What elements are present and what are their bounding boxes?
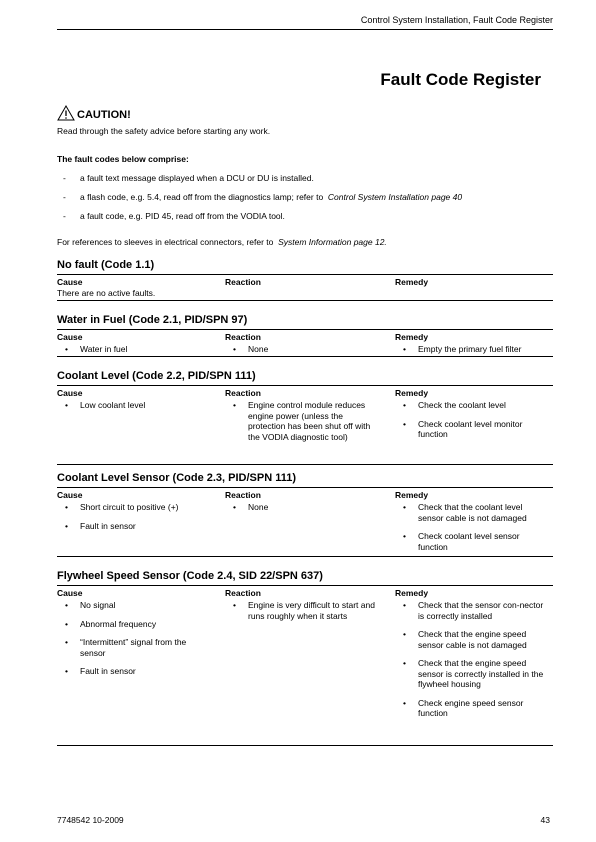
section-body [57,502,553,557]
header-rule [57,29,553,30]
sleeves-reference: For references to sleeves in electrical connectors, refer to System Information page 12. [57,237,387,247]
cause-item: • Short circuit to positive (+) [65,502,179,512]
cause-item: • Water in fuel [65,344,128,354]
fault-section-coolant-level-sensor [57,472,553,557]
fault-section-coolant-level [57,370,553,465]
cause-item: • Abnormal frequency [65,618,157,629]
intro-list [63,173,462,230]
section-title: Coolant Level (Code 2.2, PID/SPN 111) [57,370,553,386]
cause-item: • Fault in sensor [65,666,136,676]
reaction-item: • None [233,344,269,354]
remedy-item: • Check that the sensor con-nector is correctly installed [403,600,544,621]
document-id: 7748542 10-2009 [57,815,124,825]
page-number: 43 [540,815,550,825]
cross-reference-link[interactable]: System Information page 12. [278,237,387,247]
remedy-item: • Check that the engine speed sensor cable is not damaged [403,629,527,650]
remedy-item: • Check that the engine speed sensor is correctly installed in the flywheel housing [403,658,544,689]
list-item: - a fault text message displayed when a DCU or DU is installed. [63,173,314,183]
fault-section-no-fault [57,259,553,301]
section-title: Flywheel Speed Sensor (Code 2.4, SID 22/SPN 637) [57,570,553,586]
page-title: Fault Code Register [380,70,541,89]
remedy-item: • Check coolant level monitor function [403,418,523,439]
list-item: - a flash code, e.g. 5.4, read off from the diagnostics lamp; refer to Control System Installation page 40 [63,192,462,211]
caution-label: CAUTION! [77,109,131,121]
cause-item: • Fault in sensor [65,520,136,531]
fault-section-flywheel-speed-sensor [57,570,553,746]
intro-lead: The fault codes below comprise: [57,154,189,164]
remedy-item: • Check that the coolant level sensor cable is not damaged [403,502,527,523]
caution-heading [57,105,131,121]
column-headers: Cause Reaction Remedy [57,388,429,398]
column-headers: Cause Reaction Remedy [57,277,429,287]
caution-text: Read through the safety advice before starting any work. [57,126,271,136]
reaction-item: • None [233,502,269,512]
cause-item: • No signal [65,600,116,610]
section-body [57,400,553,465]
cause-item: • “Intermittent” signal from the sensor [65,637,187,658]
reaction-item: • Engine control module reduces engine power (unless the protection has been shut off with the VODIA diagnostic tool) [233,400,371,442]
cause-item: • Low coolant level [65,400,146,410]
running-title: Control System Installation, Fault Code Register [360,15,553,25]
section-title: Water in Fuel (Code 2.1, PID/SPN 97) [57,314,553,330]
section-body [57,600,553,746]
section-title: No fault (Code 1.1) [57,259,553,275]
column-headers: Cause Reaction Remedy [57,588,429,598]
column-headers: Cause Reaction Remedy [57,490,429,500]
section-title: Coolant Level Sensor (Code 2.3, PID/SPN 111) [57,472,553,488]
cross-reference-link[interactable]: Control System Installation page 40 [327,192,463,202]
section-body [57,344,553,357]
remedy-item: • Check engine speed sensor function [403,697,524,718]
list-item: - a fault code, e.g. PID 45, read off from the VODIA tool. [63,211,285,221]
column-headers: Cause Reaction Remedy [57,332,429,342]
reaction-item: • Engine is very difficult to start and runs roughly when it starts [233,600,375,621]
remedy-item: • Check the coolant level [403,400,506,410]
plain-cause: There are no active faults. [57,288,553,301]
fault-section-water-in-fuel [57,314,553,357]
warning-triangle-icon [57,105,75,121]
remedy-item: • Check coolant level sensor function [403,531,520,552]
remedy-item: • Empty the primary fuel filter [403,344,522,354]
